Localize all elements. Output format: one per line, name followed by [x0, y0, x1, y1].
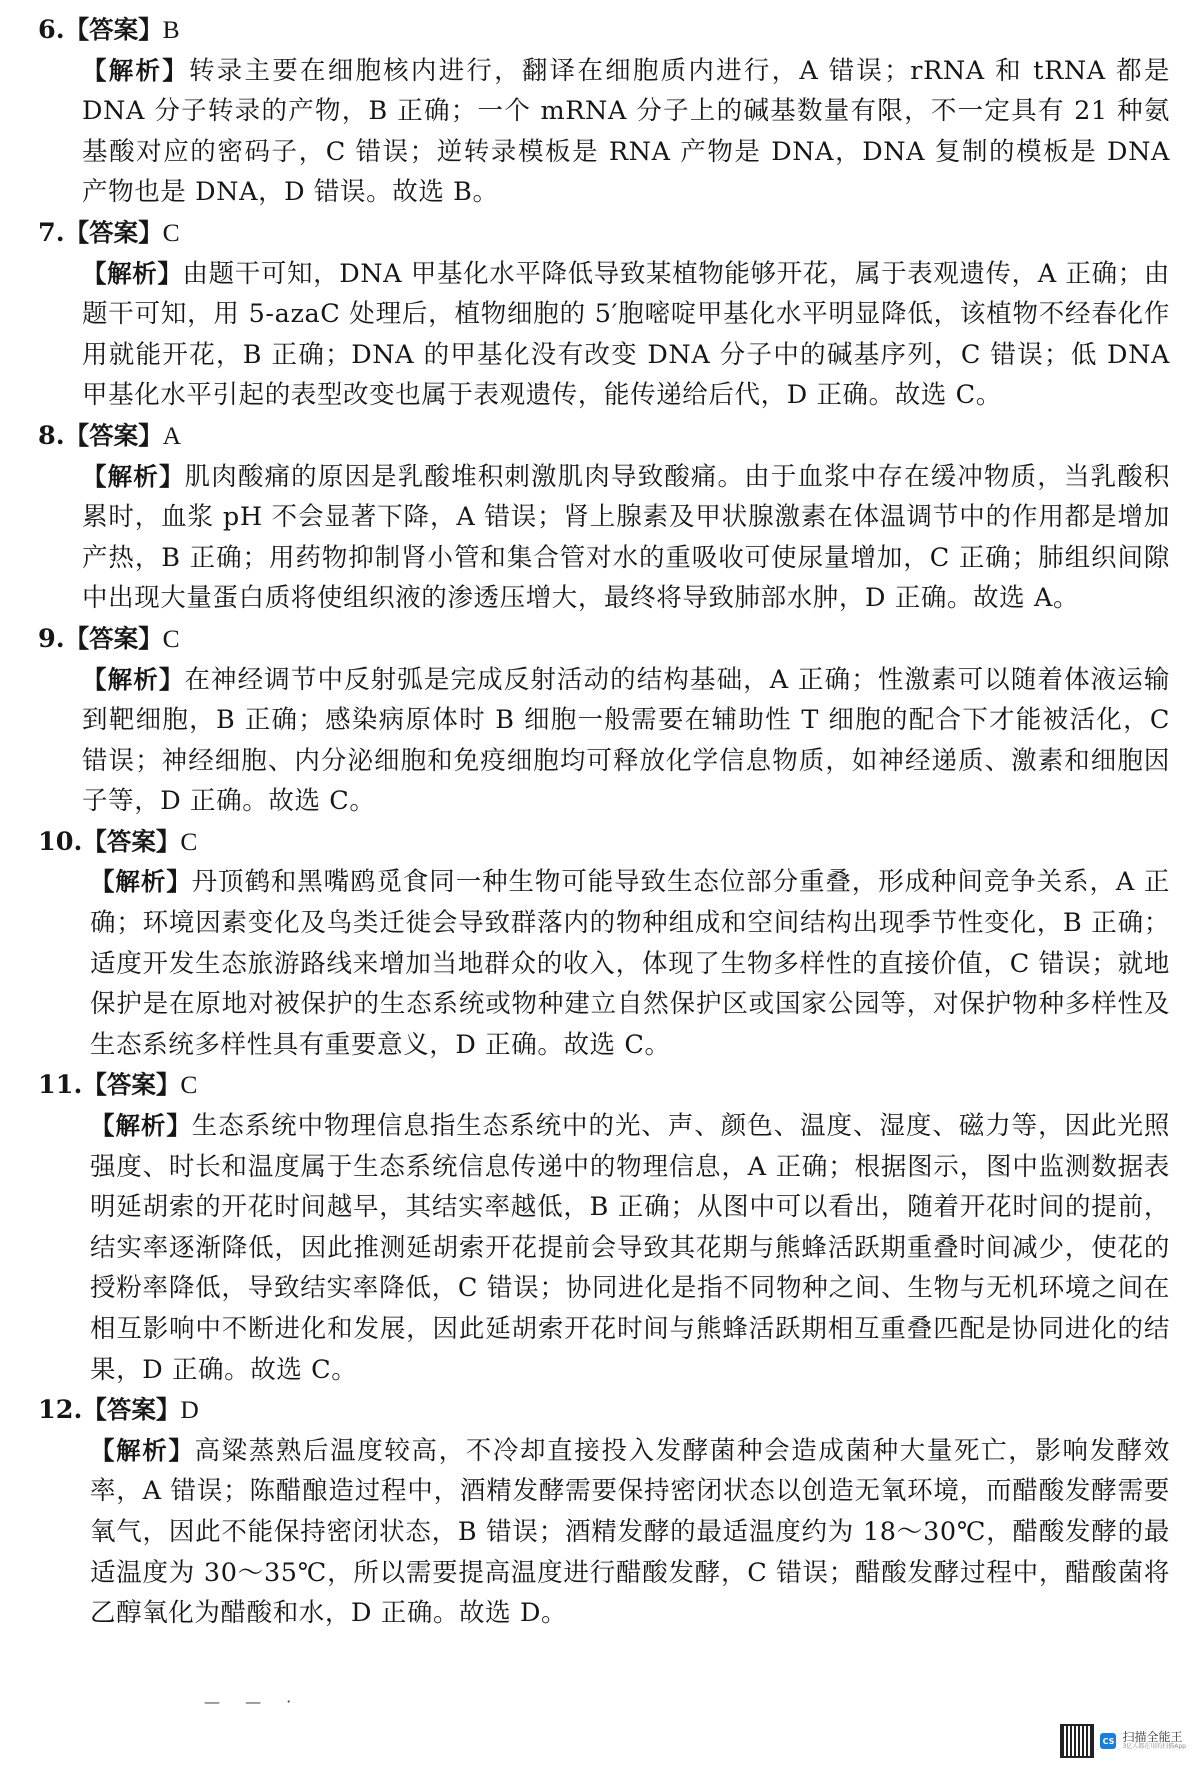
question-number: 9. — [38, 623, 65, 654]
analysis-block — [38, 1431, 1170, 1634]
answer-value: C — [180, 826, 198, 856]
answer-label: 【答案】 — [82, 1070, 181, 1100]
answer-line — [38, 619, 1170, 660]
analysis-label: 【解析】 — [90, 1111, 192, 1141]
analysis-block — [38, 457, 1170, 619]
answer-value: D — [180, 1395, 199, 1425]
scanner-brand-subtitle: 3亿人都在用的扫描App — [1122, 1743, 1186, 1751]
analysis-label: 【解析】 — [82, 258, 183, 288]
question-7 — [38, 213, 1170, 416]
answer-label: 【答案】 — [82, 1395, 181, 1425]
answer-line — [38, 416, 1170, 457]
answer-label: 【答案】 — [64, 217, 163, 247]
answer-line — [38, 1065, 1170, 1106]
scanner-brand-name: 扫描全能王 — [1122, 1730, 1183, 1745]
question-number: 11. — [38, 1070, 83, 1101]
answer-label: 【答案】 — [64, 15, 163, 44]
question-6 — [38, 10, 1170, 213]
answer-line — [38, 822, 1170, 863]
answer-line — [38, 10, 1170, 51]
analysis-text: 在神经调节中反射弧是完成反射活动的结构基础，A 正确；性激素可以随着体液运输到靶细胞，B 正确；感染病原体时 B 细胞一般需要在辅助性 T 细胞的配合下才能被活化，C 错误；神经细胞、内分泌细胞和免疫细胞均可释放化学信息物质，如神经递质、激素和细胞因子等，D 正确。故选 C。 — [82, 664, 1170, 817]
analysis-block — [38, 1106, 1170, 1390]
analysis-label: 【解析】 — [82, 461, 185, 491]
footer-scan-artifact: — — · — [204, 1692, 302, 1711]
analysis-label: 【解析】 — [82, 664, 185, 694]
question-number: 6. — [38, 15, 65, 45]
analysis-block — [38, 254, 1170, 416]
answer-label: 【答案】 — [64, 420, 163, 450]
analysis-block — [38, 660, 1170, 822]
question-9 — [38, 619, 1170, 822]
question-number: 10. — [38, 826, 83, 857]
answer-value: C — [180, 1070, 198, 1100]
answer-line — [38, 213, 1170, 254]
analysis-block — [38, 862, 1170, 1065]
analysis-label: 【解析】 — [90, 867, 192, 897]
question-number: 12. — [38, 1395, 83, 1426]
answer-value: B — [162, 15, 180, 44]
question-12 — [38, 1390, 1170, 1634]
qr-code-icon — [1060, 1724, 1094, 1758]
analysis-label: 【解析】 — [90, 1435, 195, 1465]
analysis-text: 由题干可知，DNA 甲基化水平降低导致某植物能够开花，属于表观遗传，A 正确；由题干可知，用 5-azaC 处理后，植物细胞的 5′胞嘧啶甲基化水平明显降低，该植物不经春化作用就能开花，B 正确；DNA 的甲基化没有改变 DNA 分子中的碱基序列，C 错误；低 DNA 甲基化水平引起的表型改变也属于表观遗传，能传递给后代，D 正确。故选 C。 — [82, 258, 1170, 411]
answer-line — [38, 1390, 1170, 1431]
analysis-text: 丹顶鹤和黑嘴鸥觅食同一种生物可能导致生态位部分重叠，形成种间竞争关系，A 正确；环境因素变化及鸟类迁徙会导致群落内的物种组成和空间结构出现季节性变化，B 正确；适度开发生态旅游路线来增加当地群众的收入，体现了生物多样性的直接价值，C 错误；就地保护是在原地对被保护的生态系统或物种建立自然保护区或国家公园等，对保护物种多样性及生态系统多样性具有重要意义，D 正确。故选 C。 — [90, 867, 1171, 1060]
scanner-brand — [1122, 1731, 1186, 1751]
answer-label: 【答案】 — [64, 623, 163, 653]
analysis-text: 肌肉酸痛的原因是乳酸堆积刺激肌肉导致酸痛。由于血浆中存在缓冲物质，当乳酸积累时，血浆 pH 不会显著下降，A 错误；肾上腺素及甲状腺激素在体温调节中的作用都是增加产热，B 正确；用药物抑制肾小管和集合管对水的重吸收可使尿量增加，C 正确；肺组织间隙中出现大量蛋白质将使组织液的渗透压增大，最终将导致肺部水肿，D 正确。故选 A。 — [82, 461, 1170, 614]
analysis-text: 生态系统中物理信息指生态系统中的光、声、颜色、温度、湿度、磁力等，因此光照强度、时长和温度属于生态系统信息传递中的物理信息，A 正确；根据图示，图中监测数据表明延胡索的开花时间越早，其结实率越低，B 正确；从图中可以看出，随着开花时间的提前，结实率逐渐降低，因此推测延胡索开花提前会导致其花期与熊蜂活跃期重叠时间减少，使花的授粉率降低，导致结实率降低，C 错误；协同进化是指不同物种之间、生物与无机环境之间在相互影响中不断进化和发展，因此延胡索开花时间与熊蜂活跃期相互重叠匹配是协同进化的结果，D 正确。故选 C。 — [90, 1111, 1171, 1385]
answer-label: 【答案】 — [82, 826, 181, 856]
analysis-text: 转录主要在细胞核内进行，翻译在细胞质内进行，A 错误；rRNA 和 tRNA 都是 DNA 分子转录的产物，B 正确；一个 mRNA 分子上的碱基数量有限，不一定具有 21 种氨基酸对应的密码子，C 错误；逆转录模板是 RNA 产物是 DNA，DNA 复制的模板是 DNA 产物也是 DNA，D 错误。故选 B。 — [82, 55, 1171, 208]
answer-value: C — [162, 623, 180, 653]
question-10 — [38, 822, 1170, 1066]
answer-value: C — [162, 217, 180, 247]
question-number: 8. — [38, 420, 65, 451]
question-8 — [38, 416, 1170, 619]
analysis-label: 【解析】 — [82, 55, 189, 85]
analysis-block — [38, 51, 1170, 213]
question-11 — [38, 1065, 1170, 1390]
camscanner-logo-icon: CS — [1100, 1733, 1116, 1749]
answer-value: A — [162, 420, 182, 450]
answer-sheet — [38, 10, 1170, 1634]
analysis-text: 高粱蒸熟后温度较高，不冷却直接投入发酵菌种会造成菌种大量死亡，影响发酵效率，A 错误；陈醋酿造过程中，酒精发酵需要保持密闭状态以创造无氧环境，而醋酸发酵需要氧气，因此不能保持密闭状态，B 错误；酒精发酵的最适温度约为 18～30℃，醋酸发酵的最适温度为 30～35℃，所以需要提高温度进行醋酸发酵，C 错误；醋酸发酵过程中，醋酸菌将乙醇氧化为醋酸和水，D 正确。故选 D。 — [90, 1435, 1171, 1629]
question-number: 7. — [38, 217, 65, 248]
scanner-watermark — [1060, 1724, 1186, 1758]
